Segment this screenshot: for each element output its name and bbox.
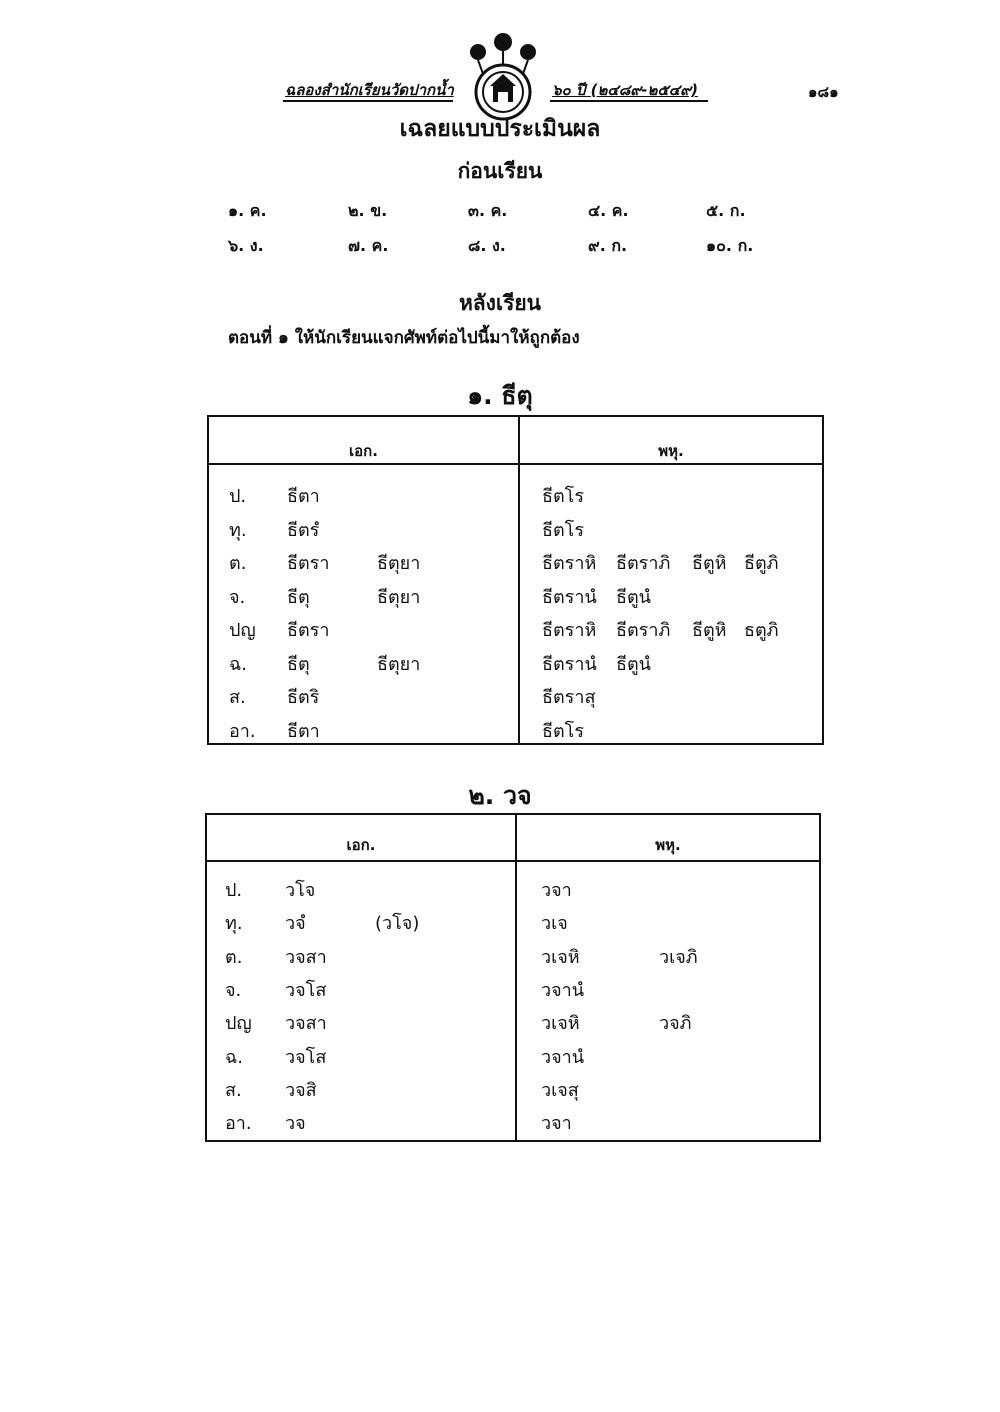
case-label: อา. (225, 1113, 252, 1135)
singular-form: ธีตริ (287, 687, 320, 708)
singular-form: วโจ (285, 880, 316, 901)
case-label: ทุ. (229, 519, 247, 541)
plural-form: ธีตราภิ (616, 553, 671, 574)
pretest-answer: ๗. ค. (348, 236, 389, 255)
plural-form: ธีตราหิ (542, 553, 597, 574)
plural-form: ธีตูภิ (744, 553, 779, 574)
plural-form: ธีตโร (542, 519, 585, 541)
header-underline-left (283, 100, 453, 102)
plural-form: ธีตูนํ (616, 653, 651, 675)
singular-form: ธีตรา (287, 553, 330, 574)
plural-form: ธีตรานํ (542, 586, 597, 608)
declension-table-2 (205, 813, 821, 1142)
page-number: ๑๘๑ (808, 83, 839, 101)
table-column-divider (518, 417, 520, 743)
plural-form: วจานํ (541, 1046, 585, 1068)
singular-alt-form: ธีตุยา (377, 586, 421, 608)
plural-form: ธีตรานํ (542, 653, 597, 675)
plural-form: ธีตโร (542, 486, 585, 507)
pretest-answer: ๙. ก. (588, 236, 628, 255)
case-label: ส. (225, 1079, 242, 1101)
pretest-answer: ๑๐. ก. (706, 236, 754, 255)
table-1-title: ๑. ธีตุ (467, 381, 533, 410)
singular-alt-form: ธีตุยา (377, 553, 421, 574)
table-header-divider (209, 463, 822, 465)
plural-form: ธีตโร (542, 720, 585, 742)
case-label: ฉ. (229, 653, 247, 675)
plural-form: วจา (541, 880, 572, 901)
pretest-answer: ๔. ค. (588, 201, 629, 220)
case-label: ปญ (229, 620, 256, 641)
case-label: ส. (229, 687, 246, 708)
plural-form: วจา (541, 1113, 572, 1135)
declension-table-1 (207, 415, 824, 745)
plural-form: วเจหิ (541, 1013, 580, 1035)
case-label: อา. (229, 720, 256, 742)
plural-form: วจภิ (659, 1013, 692, 1035)
pretest-answer: ๖. ง. (228, 236, 264, 255)
header-right-text: ๖๐ ปี (๒๔๘๙-๒๕๔๙) (552, 81, 698, 99)
plural-form: วเจภิ (659, 946, 698, 968)
table-2-title: ๒. วจ (468, 781, 532, 810)
singular-form: วจํ (285, 913, 306, 935)
temple-emblem-icon (462, 30, 544, 122)
plural-form: ธตูภิ (744, 620, 779, 641)
singular-alt-form: (วโจ) (375, 913, 420, 935)
singular-form: วจโส (285, 979, 327, 1001)
singular-form: วจสิ (285, 1079, 317, 1101)
singular-form: ธีตรํ (287, 519, 320, 541)
case-label: ฉ. (225, 1046, 243, 1068)
plural-form: ธีตราภิ (616, 620, 671, 641)
pretest-answer: ๓. ค. (468, 201, 508, 220)
plural-form: วเจ (541, 913, 568, 935)
pretest-answer: ๑. ค. (228, 201, 267, 220)
posttest-heading: หลังเรียน (458, 291, 542, 315)
case-label: จ. (225, 979, 242, 1001)
table-column-divider (515, 815, 517, 1140)
singular-form: ธีตา (287, 720, 320, 742)
plural-form: ธีตูนํ (616, 586, 651, 608)
instruction-text: ตอนที่ ๑ ให้นักเรียนแจกศัพท์ต่อไปนี้มาให้ถูกต้อง (228, 328, 580, 348)
case-label: ทุ. (225, 913, 243, 935)
singular-form: วจสา (285, 1013, 327, 1035)
case-label: ต. (229, 553, 247, 574)
singular-form: ธีตุ (287, 586, 310, 608)
table-head-singular: เอก. (346, 836, 376, 854)
header-underline-right (550, 100, 708, 102)
case-label: ป. (229, 486, 247, 507)
case-label: ปญ (225, 1013, 252, 1035)
singular-alt-form: ธีตุยา (377, 653, 421, 675)
table-head-plural: พหุ. (658, 442, 684, 460)
case-label: ป. (225, 880, 243, 901)
singular-form: วจโส (285, 1046, 327, 1068)
plural-form: ธีตราสุ (542, 687, 596, 708)
plural-form: ธีตูหิ (692, 620, 727, 641)
table-head-plural: พหุ. (655, 836, 681, 854)
pretest-answer: ๒. ข. (348, 201, 388, 220)
pretest-answer: ๘. ง. (468, 236, 506, 255)
table-head-singular: เอก. (349, 442, 378, 460)
table-header-divider (207, 860, 819, 862)
plural-form: วจานํ (541, 979, 585, 1001)
pretest-answer: ๕. ก. (706, 201, 746, 220)
case-label: ต. (225, 946, 243, 968)
plural-form: ธีตราหิ (542, 620, 597, 641)
page-title: เฉลยแบบประเมินผล (399, 116, 601, 142)
singular-form: ธีตา (287, 486, 320, 507)
pretest-heading: ก่อนเรียน (457, 159, 543, 183)
singular-form: ธีตุ (287, 653, 310, 675)
case-label: จ. (229, 586, 246, 608)
singular-form: วจ (285, 1113, 306, 1135)
singular-form: ธีตรา (287, 620, 330, 641)
singular-form: วจสา (285, 946, 327, 968)
plural-form: ธีตูหิ (692, 553, 727, 574)
header-left-text: ฉลองสำนักเรียนวัดปากน้ำ (285, 81, 454, 99)
plural-form: วเจหิ (541, 946, 580, 968)
plural-form: วเจสุ (541, 1079, 579, 1101)
